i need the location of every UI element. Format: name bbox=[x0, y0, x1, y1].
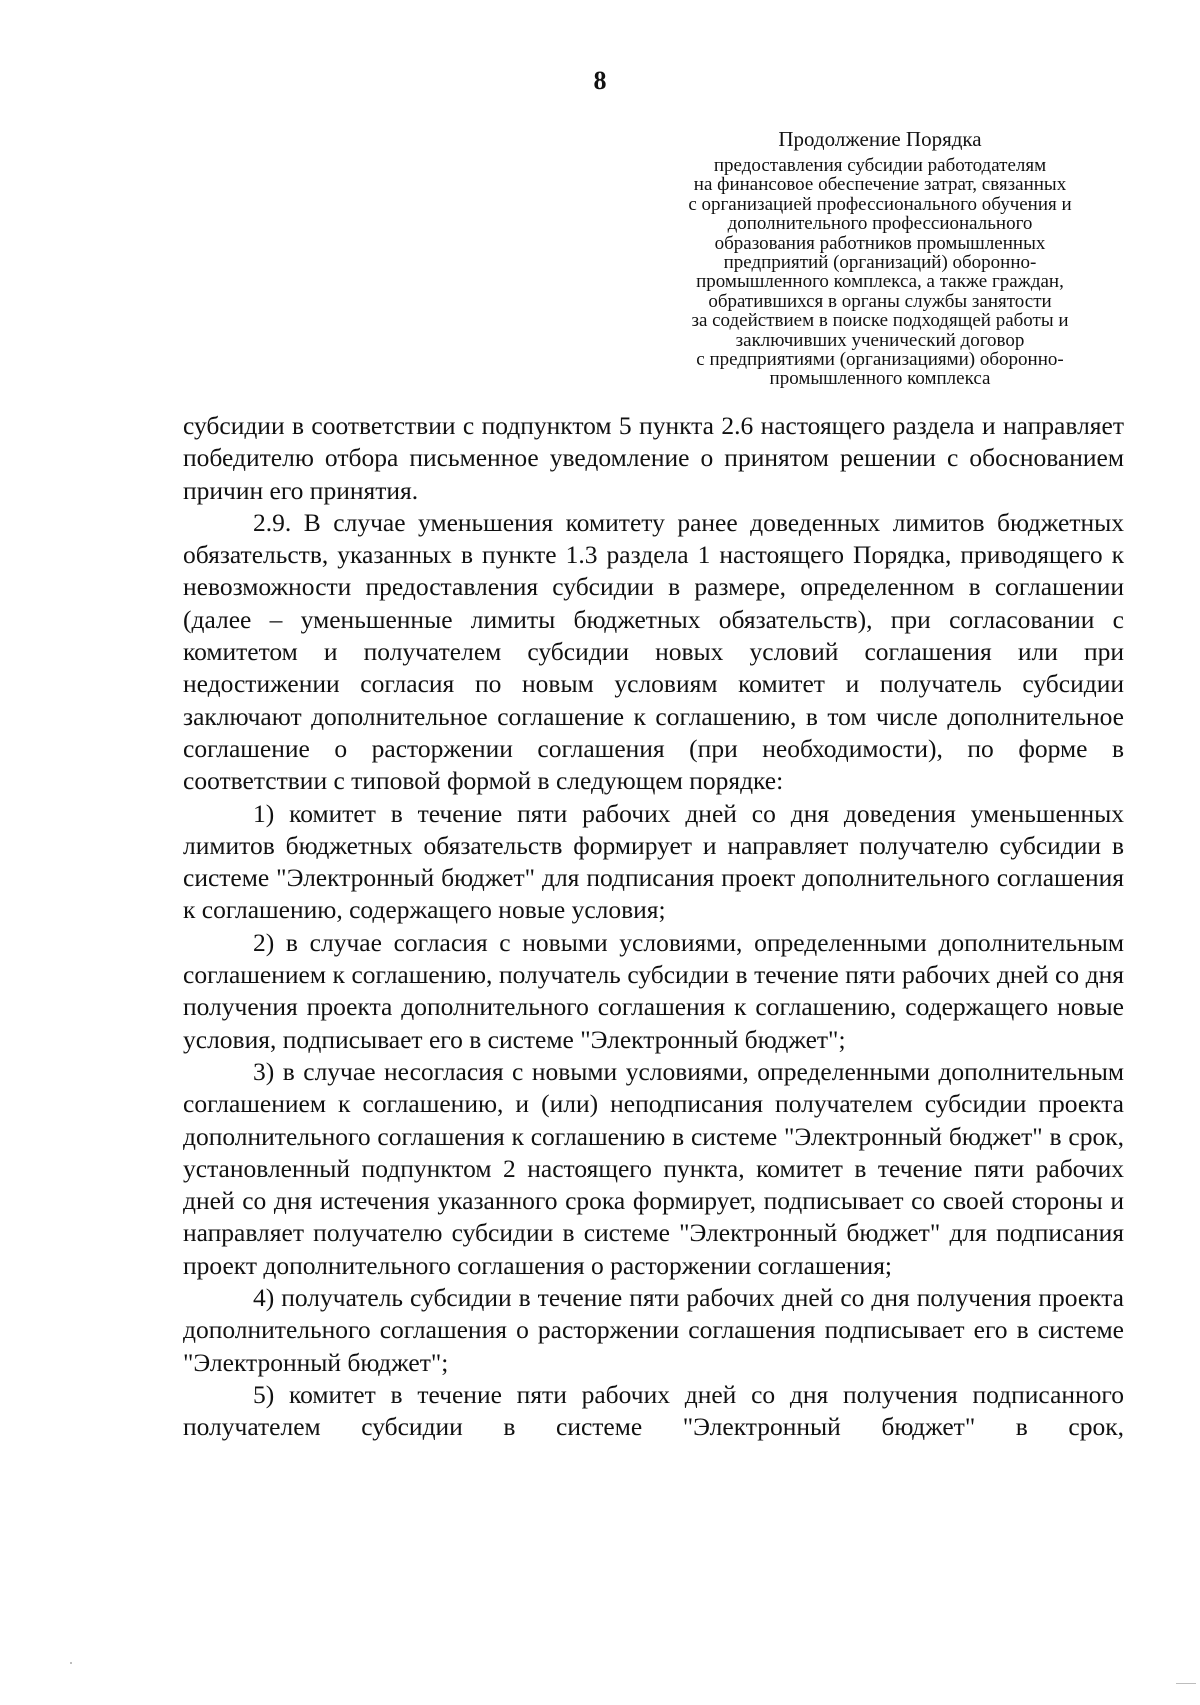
header-title: Продолжение Порядка bbox=[778, 127, 982, 151]
body-paragraph: 4) получатель субсидии в течение пяти рабочих дней со дня получения проекта дополнительного соглашения о расторжении соглашения подписывает его в системе "Электронный бюджет"; bbox=[183, 1283, 1124, 1377]
body-paragraph: субсидии в соответствии с подпунктом 5 пункта 2.6 настоящего раздела и направляет победителю отбора письменное уведомление о принятом решении с обоснованием причин его принятия. bbox=[183, 411, 1124, 505]
document-body bbox=[183, 410, 1124, 1444]
header-subtitle-line: промышленного комплекса, а также граждан, bbox=[696, 271, 1064, 293]
scan-artifact bbox=[1176, 1683, 1196, 1684]
header-subtitle-line: на финансовое обеспечение затрат, связанных bbox=[693, 174, 1067, 196]
header-subtitle bbox=[620, 156, 1140, 389]
header-subtitle-line: образования работников промышленных bbox=[714, 232, 1046, 254]
page-number: 8 bbox=[593, 66, 607, 95]
scan-artifact bbox=[70, 1662, 72, 1664]
header-subtitle-line: заключивших ученический договор bbox=[735, 329, 1025, 351]
body-paragraph: 2) в случае согласия с новыми условиями, определенными дополнительным соглашением к соглашению, получатель субсидии в течение пяти рабочих дней со дня получения проекта дополнительного соглашения к соглашению, содержащего новые условия, подписывает его в системе "Электронный бюджет"; bbox=[183, 927, 1124, 1054]
header-subtitle-line: с организацией профессионального обучения и bbox=[688, 193, 1072, 215]
header-subtitle-line: дополнительного профессионального bbox=[727, 213, 1033, 235]
header-subtitle-line: за содействием в поиске подходящей работы и bbox=[691, 310, 1069, 332]
header-subtitle-line: промышленного комплекса bbox=[769, 368, 991, 390]
header-subtitle-line: обратившихся в органы службы занятости bbox=[708, 290, 1052, 312]
body-paragraph: 1) комитет в течение пяти рабочих дней со дня доведения уменьшенных лимитов бюджетных обязательств формирует и направляет получателю субсидии в системе "Электронный бюджет" для подписания проект дополнительного соглашения к соглашению, содержащего новые условия; bbox=[183, 798, 1124, 925]
header-subtitle-line: с предприятиями (организациями) оборонно- bbox=[696, 349, 1064, 371]
header-subtitle-line: предприятий (организаций) оборонно- bbox=[723, 252, 1037, 274]
body-paragraph: 5) комитет в течение пяти рабочих дней со дня получения подписанного получателем субсидии в системе "Электронный бюджет" в срок, bbox=[183, 1379, 1124, 1442]
body-paragraph: 2.9. В случае уменьшения комитету ранее доведенных лимитов бюджетных обязательств, указанных в пункте 1.3 раздела 1 настоящего Порядка, приводящего к невозможности предоставления субсидии в размере, определенном в соглашении (далее – уменьшенные лимиты бюджетных обязательств), при согласовании с комитетом и получателем субсидии новых условий соглашения или при недостижении согласия по новым условиям комитет и получатель субсидии заключают дополнительное соглашение к соглашению, в том числе дополнительное соглашение о расторжении соглашения (при необходимости), по форме в соответствии с типовой формой в следующем порядке: bbox=[183, 507, 1124, 796]
header-subtitle-line: предоставления субсидии работодателям bbox=[713, 155, 1047, 176]
document-header bbox=[620, 124, 1140, 389]
body-paragraph: 3) в случае несогласия с новыми условиями, определенными дополнительным соглашением к соглашению, и (или) неподписания получателем субсидии проекта дополнительного соглашения к соглашению в системе "Электронный бюджет" в срок, установленный подпунктом 2 настоящего пункта, комитет в течение пяти рабочих дней со дня истечения указанного срока формирует, подписывает со своей стороны и направляет получателю субсидии в системе "Электронный бюджет" для подписания проект дополнительного соглашения о расторжении соглашения; bbox=[183, 1056, 1124, 1280]
